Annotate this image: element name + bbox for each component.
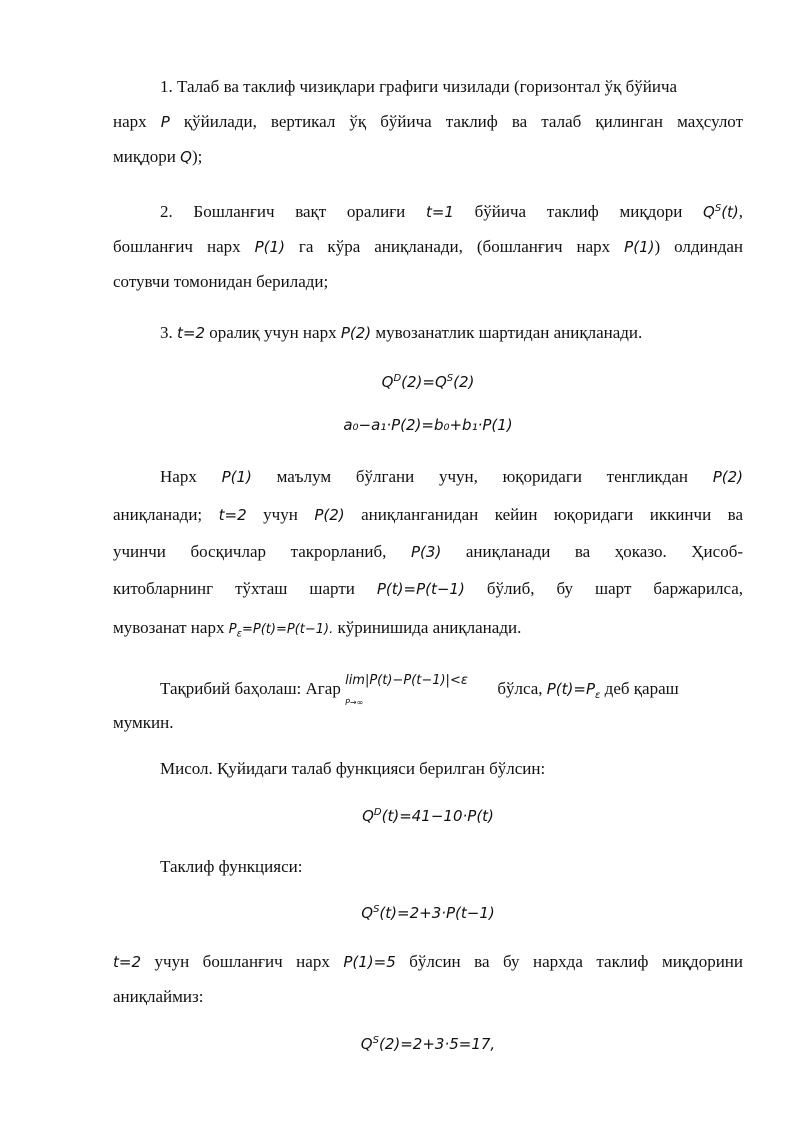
math-pt-eq: $P(t)=P_\varepsilon$	[546, 680, 601, 701]
math-t-eq-2: t=2	[177, 324, 205, 342]
p5-text1a: Тақрибий баҳолаш: Агар	[160, 679, 341, 698]
math-P2-b: P(2)	[712, 468, 744, 486]
math-p1-eq-5: P(1)=5	[343, 953, 396, 971]
math-t-eq-1: t=1	[425, 203, 454, 221]
p4-line4	[113, 578, 743, 600]
p4-text5b: кўринишида аниқланади.	[337, 618, 522, 637]
p4-text3a: учинчи босқичлар такрорланиб,	[113, 542, 387, 561]
p4-line2	[113, 504, 743, 526]
p1-text1: 1. Талаб ва таклиф чизиқлари графиги чизилади (горизонтал ўқ бўйича	[160, 77, 678, 96]
p2-line3	[113, 271, 743, 293]
limit-subscript: P→∞	[345, 698, 364, 707]
p2-text2b: га кўра аниқланади, (бошланғич нарх	[298, 237, 611, 256]
p4-text1b: маълум бўлгани учун, юқоридаги тенгликдан	[276, 467, 688, 486]
p1-line1	[160, 76, 743, 98]
p8-line1	[113, 951, 743, 973]
math-limit	[345, 673, 493, 707]
p2-line2	[113, 236, 743, 258]
p2-text2c: ) олдиндан	[654, 237, 744, 256]
equation-demand: $Q^D(t)=41-10\cdot P(t)$	[362, 807, 494, 825]
p3-line1	[160, 322, 743, 344]
p1-text2a: нарх	[113, 112, 147, 131]
p1-text2b: қўйилади, вертикал ўқ бўйича таклиф ва талаб қилинган маҳсулот	[183, 112, 744, 131]
p5-line1	[160, 673, 743, 707]
p6-line1	[160, 758, 743, 780]
math-P1-b: P(1)	[624, 238, 655, 256]
p4-text5a: мувозанат нарх	[113, 618, 225, 637]
p5-text2: мумкин.	[113, 713, 174, 732]
math-t-eq-2-c: t=2	[113, 953, 141, 971]
p8-text1a: учун бошланғич нарх	[154, 952, 330, 971]
p4-line1	[160, 466, 743, 488]
p2-text1b: бўйича таклиф миқдори	[474, 202, 683, 221]
p2-text1a: 2. Бошланғич вақт оралиғи	[160, 202, 406, 221]
math-t-eq-2-b: t=2	[218, 506, 247, 524]
p8-text1b: бўлсин ва бу нархда таклиф миқдорини	[409, 952, 743, 971]
p4-text4a: китобларнинг тўхташ шарти	[113, 579, 355, 598]
p6-text1: Мисол. Қуйидаги талаб функцияси берилган бўлсин:	[160, 759, 546, 778]
math-Q: Q	[180, 148, 192, 166]
p7-line1	[160, 856, 743, 878]
p4-text4b: бўлиб, бу шарт баржарилса,	[486, 579, 744, 598]
math-P1-c: P(1)	[221, 468, 252, 486]
equation-balance: $Q^D(2)=Q^S(2)$	[381, 373, 475, 391]
p3-text1c: мувозанатлик шартидан аниқланади.	[375, 323, 643, 342]
p1-line2	[113, 111, 743, 133]
p4-text2b: учун	[263, 505, 298, 524]
p4-text2c: аниқланганидан кейин юқоридаги иккинчи ва	[361, 505, 744, 524]
p2-text2a: бошланғич нарх	[113, 237, 241, 256]
p8-line2	[113, 986, 743, 1008]
p1-line3	[113, 146, 743, 168]
equation-supply: $Q^S(t)=2+3\cdot P(t-1)$	[361, 904, 495, 922]
math-P3: P(3)	[411, 543, 442, 561]
p5-line2	[113, 712, 743, 734]
p4-text3b: аниқланади ва ҳоказо. Ҳисоб-	[465, 542, 744, 561]
math-P1: P(1)	[254, 238, 285, 256]
p8-text2: аниқлаймиз:	[113, 987, 204, 1006]
p3-text1a: 3.	[160, 323, 173, 342]
p1-text3b: );	[191, 147, 203, 166]
p5-text1b: бўлса,	[497, 679, 543, 698]
p2-line1: 2. Бошланғич вақт оралиғи t=1 бўйича таклиф миқдори $Q^S(t)$,	[160, 202, 744, 221]
p4-text2a: аниқланади;	[113, 505, 203, 524]
p3-text1b: оралиқ учун нарх	[209, 323, 337, 342]
p2-text3: сотувчи томонидан берилади;	[113, 272, 329, 291]
math-QS-t: $Q^S(t)$	[703, 203, 739, 221]
math-eq-price: $P_\varepsilon=P(t)=P(t-1)$.	[228, 622, 334, 640]
math-P: P	[160, 113, 170, 131]
equation-qs2: $Q^S(2)=2+3\cdot 5=17$,	[360, 1035, 496, 1053]
p5-text1c: деб қараш	[604, 679, 679, 698]
p1-text3a: миқдори	[113, 147, 176, 166]
math-stop-condition: P(t)=P(t−1)	[376, 580, 465, 598]
p7-text1: Таклиф функцияси:	[160, 857, 303, 876]
p4-line5	[113, 617, 743, 641]
math-P2-c: P(2)	[314, 506, 345, 524]
p4-text1a: Нарх	[160, 467, 197, 486]
limit-expression: lim|P(t)−P(t−1)|<ε	[345, 673, 468, 688]
equation-linear: a₀−a₁·P(2)=b₀+b₁·P(1)	[343, 416, 513, 434]
math-P2: P(2)	[340, 324, 372, 342]
p4-line3	[113, 541, 743, 563]
